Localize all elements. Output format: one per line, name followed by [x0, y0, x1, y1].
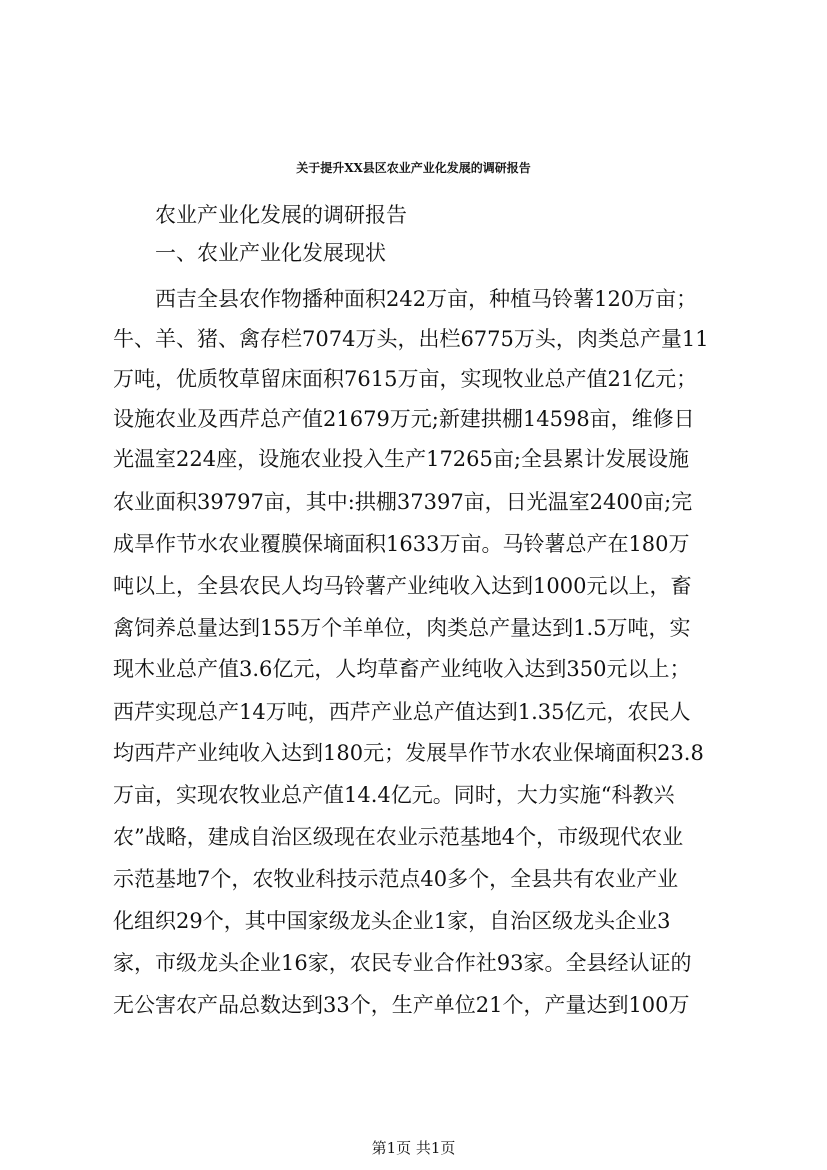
body-line: 西芹实现总产14万吨，西芹产业总产值达到1.35亿元，农民人	[113, 700, 691, 724]
body-line: 化组织29个，其中国家级龙头企业1家，自治区级龙头企业3	[113, 909, 671, 933]
body-line: 西吉全县农作物播种面积242万亩，种植马铃薯120万亩；	[155, 287, 698, 311]
body-line: 家，市级龙头企业16家，农民专业合作社93家。全县经认证的	[113, 951, 692, 975]
page-footer: 第1页 共1页	[371, 1139, 456, 1157]
body-line: 牛、羊、猪、禽存栏7074万头，出栏6775万头，肉类总产量11	[113, 327, 709, 351]
body-line: 吨以上，全县农民人均马铃薯产业纯收入达到1000元以上，畜	[113, 574, 692, 598]
body-line: 设施农业及西芹总产值21679万元;新建拱棚14598亩，维修日	[113, 407, 695, 431]
body-line: 禽饲养总量达到155万个羊单位，肉类总产量达到1.5万吨，实	[113, 616, 691, 640]
body-line: 农业面积39797亩，其中:拱棚37397亩，日光温室2400亩;完	[113, 490, 693, 514]
document-subtitle: 农业产业化发展的调研报告	[155, 203, 407, 227]
document-title: 关于提升XX县区农业产业化发展的调研报告	[296, 161, 531, 175]
body-line: 现木业总产值3.6亿元，人均草畜产业纯收入达到350元以上；	[113, 657, 691, 681]
body-line: 万亩，实现农牧业总产值14.4亿元。同时，大力实施“科教兴	[113, 783, 675, 807]
body-line: 万吨，优质牧草留床面积7615万亩，实现牧业总产值21亿元；	[113, 367, 698, 391]
body-line: 无公害农产品总数达到33个，生产单位21个，产量达到100万	[113, 993, 690, 1017]
body-line: 农”战略，建成自治区级现在农业示范基地4个，市级现代农业	[113, 825, 684, 849]
body-line: 成旱作节水农业覆膜保墒面积1633万亩。马铃薯总产在180万	[113, 532, 690, 556]
body-line: 光温室224座，设施农业投入生产17265亩;全县累计发展设施	[113, 447, 689, 471]
section-heading: 一、农业产业化发展现状	[155, 241, 386, 265]
body-line: 均西芹产业纯收入达到180元；发展旱作节水农业保墒面积23.8	[113, 741, 704, 765]
body-line: 示范基地7个，农牧业科技示范点40多个，全县共有农业产业	[113, 867, 679, 891]
